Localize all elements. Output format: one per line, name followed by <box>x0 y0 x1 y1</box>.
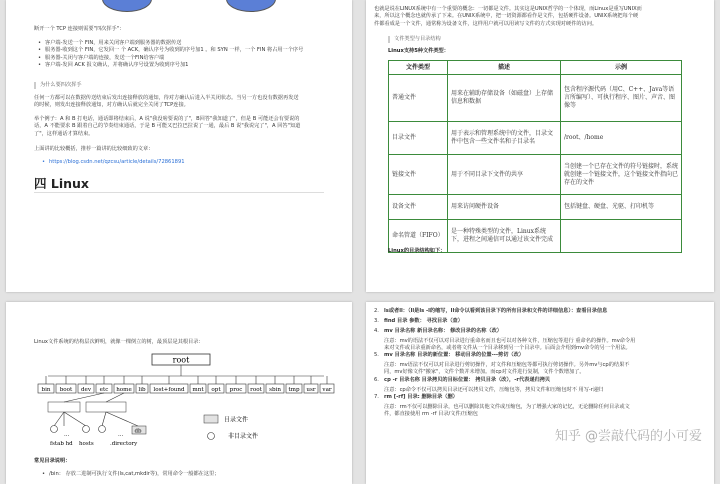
legend-file-swatch <box>208 433 215 440</box>
document-page-4 <box>366 302 714 484</box>
directory-label: sbin <box>269 387 281 393</box>
list-item-number: 2. <box>374 308 379 314</box>
diagram-server-node <box>226 0 276 12</box>
table-cell: 用于表示和管理系统中的文件，目录文件中包含一些文件名和子目录名 <box>448 122 561 155</box>
diagram-client-node <box>102 0 152 12</box>
sub-dir-label: db <box>134 428 142 435</box>
list-item-number: 3. <box>374 317 379 324</box>
watermark: 知乎 @尝敲代码的小可爱 <box>554 429 702 444</box>
table-cell <box>561 220 682 253</box>
paragraph-line: 话，A 不能要求 B 跟着自己的节奏结束通话，于是 B 可能又巴拉巴拉说了一通，最后 B 说"我说完了"，A 回答"知道 <box>34 123 301 130</box>
section-subheading: 文件类型与目录结构 <box>388 36 441 43</box>
directory-label: var <box>322 387 332 393</box>
table-cell: 命名管道（FIFO） <box>389 220 448 253</box>
table-cell: 链接文件 <box>389 155 448 195</box>
table-row <box>389 155 682 195</box>
paragraph-line: 也就是说在LINUX系统中有一个重要的概念：一切都是文件。其实这是UNIX哲学的一个体现，而Linux是重写UNIX而 <box>374 6 642 12</box>
article-link[interactable] <box>42 159 185 166</box>
file-node <box>83 426 90 433</box>
wave-bullet-list <box>38 40 338 69</box>
list-item <box>374 352 710 359</box>
table-cell: 包括键盘、硬盘、光驱、打印机等 <box>561 195 682 220</box>
list-item <box>374 338 710 345</box>
list-item: • 服务器-收到这个 FIN，它发回一 个 ACK，确认序号为收到的序号加1 。和 SYN 一样，一个 FIN 将占用一个序号 <box>38 47 338 54</box>
paragraph-line: 的时候，则发出连接释放通知，对方确认后就完全关闭了TCP连接。 <box>34 102 189 109</box>
legend-file-label: 非目录文件 <box>228 433 259 440</box>
directory-label: mnt <box>192 387 204 393</box>
directory-label: opt <box>211 387 221 393</box>
list-item-number: 5. <box>374 352 379 359</box>
directory-label: usr <box>306 387 316 393</box>
list-item-text: cp -r 目录名称 目录拷贝的目标位置： 拷贝目录（改），-r代表递归拷贝 <box>384 376 551 383</box>
table-cell: 普通文件 <box>389 75 448 122</box>
column-header: 描述 <box>448 61 561 75</box>
directory-label: dev <box>80 387 92 393</box>
directory-label: tmp <box>288 387 300 393</box>
list-item <box>374 318 710 325</box>
list-item-text: rm [-rf] 目录: 删除目录（删） <box>384 393 458 400</box>
list-item-text: find 目录 参数： 寻找目录（查） <box>384 317 463 324</box>
table-cell: 包含程序源代码（用C、C++、Java等语言所编写）、可执行程序、图片、声音、图像等 <box>561 75 682 122</box>
table-title: Linux支持5种文件类型： <box>388 48 449 54</box>
list-item-text: 同，mv好像文件"搬家"，文件个数并未增加。而cp对文件进行复制，文件个数增加了。 <box>384 369 585 376</box>
directory-label: home <box>116 387 132 393</box>
paragraph-line: 件都看成是一个文件，通常称为设备文件，这样用户就可以用读写文件的方式实现对硬件的访问。 <box>374 20 598 27</box>
command-list <box>374 308 710 418</box>
directory-label: lost+found <box>153 387 185 393</box>
table-cell: 用于不同目录下文件的共享 <box>448 155 561 195</box>
document-page-3 <box>6 302 352 484</box>
list-item <box>374 394 710 401</box>
table-header-row <box>389 61 682 75</box>
section-heading: 四 Linux <box>34 176 89 191</box>
column-header: 示例 <box>561 61 682 75</box>
table-cell: /root、/home <box>561 122 682 155</box>
list-item <box>374 308 710 315</box>
file-type-table <box>388 60 682 253</box>
table-cell: 目录文件 <box>389 122 448 155</box>
list-item-text: mv 目录名称 目录的新位置： 移动目录的位置---剪切（改） <box>384 352 524 359</box>
table-cell: 用来在辅助存储设备（如磁盘）上存储信息和数据 <box>448 75 561 122</box>
list-item <box>374 369 710 376</box>
top-level-directories <box>38 376 334 402</box>
directory-label: boot <box>59 387 73 393</box>
list-item-text: 件，都直接使用 rm -rf 目录/文件/压缩包 <box>384 411 478 418</box>
list-item-text: 注意：rm不仅可以删除目录，也可以删除其他文件或压缩包，为了增强大家的记忆，无论删除任何目录或文 <box>384 403 630 410</box>
list-item-text: 注意：mv语法不仅可以对目录进行剪切操作，对文件和压缩包等都可执行剪切操作。另外mv与cp的结果不 <box>384 362 630 369</box>
list-item-text: 来对文件或目录重新命名，或者将文件从一个目录移到另一个目录中。后面会介绍到mv命令的另一个用法。 <box>384 344 631 351</box>
list-item <box>374 328 710 335</box>
paragraph-line: 了"，这样通话才算结束。 <box>34 130 94 137</box>
directory-label: etc <box>99 387 109 393</box>
list-item <box>374 387 710 394</box>
root-label: root <box>172 355 190 365</box>
table-row <box>389 195 682 220</box>
table-cell: 是一种特殊类型的文件，Linux系统下，进程之间通信可以通过该文件完成 <box>448 220 561 253</box>
directory-label: root <box>250 387 262 393</box>
table-cell: 设备文件 <box>389 195 448 220</box>
list-item-text: ls或者ll：（ll是ls -l的缩写，ll命令以看到该目录下的所有目录和文件的详细信息）：查看目录信息 <box>384 308 608 314</box>
legend-directory-swatch <box>204 415 218 423</box>
table-cell: 当创建一个已存在文件的符号链接时，系统就创建一个链接文件，这个链接文件指向已存在的文件 <box>561 155 682 195</box>
document-page-2 <box>366 0 714 292</box>
directory-label: bin <box>41 387 51 393</box>
list-item-text: 注意：cp命令不仅可以拷贝目录还可以拷贝文件，压缩包等，拷贝文件和压缩包时不 用写-r递归 <box>384 386 604 393</box>
list-item: • 客户端-发回 ACK 报文确认，并将确认序号设置为收到序号加1 <box>38 62 338 69</box>
legend-directory-label: 目录文件 <box>224 416 249 424</box>
paragraph-2 <box>34 116 344 138</box>
sub-file-label: hosts <box>79 441 94 447</box>
file-node <box>51 426 58 433</box>
paragraph <box>374 6 710 28</box>
directory-tree-diagram <box>6 302 352 484</box>
heading-divider <box>34 192 324 193</box>
directory-note <box>42 471 219 478</box>
list-item-text: mv 目录名称 新目录名称： 修改目录的名称（改） <box>384 327 502 334</box>
directory-notes-heading: 常见目录说明： <box>34 458 71 464</box>
intro-text: Linux文件系统的结构层次鲜明，就像一棵倒立的树，最顶层是其根目录： <box>34 339 204 345</box>
paragraph-line: 举个例子：A 和 B 打电话，通话即将结束后，A 说"我没啥要说的了"，B回答"我知道了"，但是 B 可能还会有要说的 <box>34 116 300 122</box>
sub-file-label: .directory <box>110 441 138 447</box>
section-subheading: 为什么要四次挥手 <box>34 82 82 89</box>
table-cell: 用来访问硬件设备 <box>448 195 561 220</box>
paragraph-3: 上面讲的比较概括，推荐一篇讲的比较细致的文章： <box>34 146 154 152</box>
paragraph-line: 任何一方都可以在数据传送结束后发出连接释放的通知，待对方确认后进入半关闭状态。当另一方也没有数据再发送 <box>34 95 299 101</box>
list-item <box>374 377 710 384</box>
table-row <box>389 122 682 155</box>
intro-text: 断开一个 TCP 连接则需要"四次挥手"： <box>34 26 125 32</box>
directory-label: lib <box>138 387 146 393</box>
table-row <box>389 75 682 122</box>
column-header: 文件类型 <box>389 61 448 75</box>
paragraph-line: 来，所以这个概念也就传承了下来。在UNIX系统中，把一切资源都看作是文件，包括硬件设备。UNIX系统把每个硬 <box>374 13 639 20</box>
list-item: • 服务器-关闭与客户端的连接，发送一个FIN给客户端 <box>38 55 338 62</box>
directory-label: proc <box>229 387 243 393</box>
ellipsis-label: ... <box>118 432 124 438</box>
table-footer: Linux的目录结构如下： <box>388 248 446 254</box>
document-page-1 <box>6 0 352 292</box>
list-item-number: 4. <box>374 327 379 334</box>
list-item-number: 7. <box>374 393 379 400</box>
article-link-text[interactable]: • https://blog.csdn.net/qzcsu/article/details/72861891 <box>42 159 185 165</box>
list-item: • 客户端-发送一个 FIN，用来关闭客户端到服务器的数据传送 <box>38 40 338 47</box>
file-node <box>99 426 106 433</box>
list-item <box>374 411 710 418</box>
list-item-number: 6. <box>374 376 379 383</box>
directory-note-text: • /bin： 存放二进制可执行文件(ls,cat,mkdir等)，常用命令一般都在这里； <box>42 471 219 477</box>
paragraph-1 <box>34 95 344 110</box>
list-item-text: 注意：mv的语法不仅可以对目录进行重命名而且也可以对各种文件，压缩包等进行 重命名的操作。mv命令用 <box>384 337 636 344</box>
sub-file-label: fstab hd <box>50 441 73 447</box>
sub-file-label: ... <box>64 432 70 438</box>
